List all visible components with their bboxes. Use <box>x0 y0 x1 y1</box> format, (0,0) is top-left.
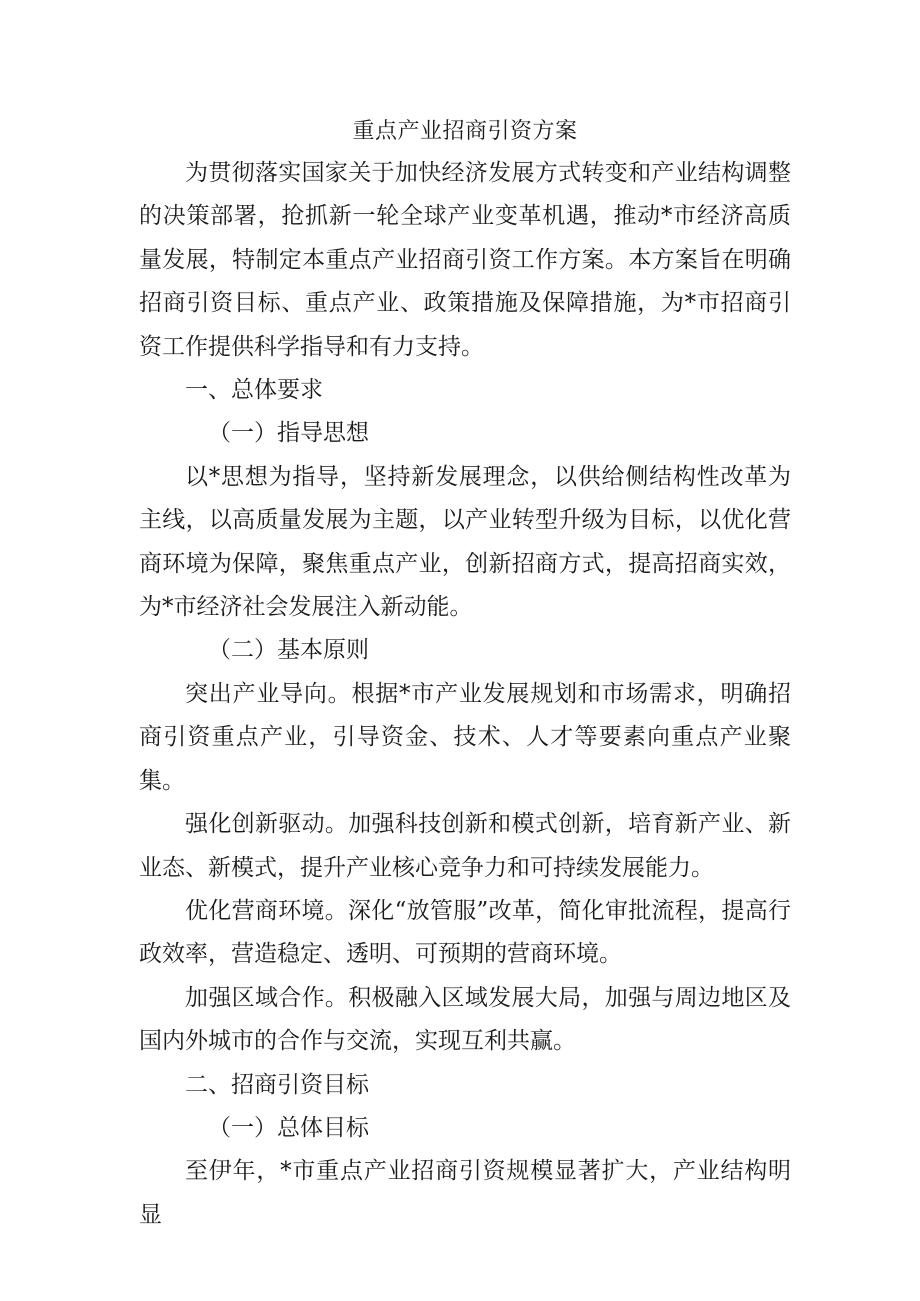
principle-regional-cooperation: 加强区域合作。积极融入区域发展大局，加强与周边地区及国内外城市的合作与交流，实现互利共赢。 <box>139 984 791 1055</box>
principle-innovation-driven: 强化创新驱动。加强科技创新和模式创新，培育新产业、新业态、新模式，提升产业核心竞争力和可持续发展能力。 <box>139 811 791 881</box>
section-heading-investment-targets: 二、招商引资目标 <box>185 1071 369 1098</box>
subsection-heading-overall-target: （一）总体目标 <box>208 1114 369 1141</box>
guiding-ideology-paragraph: 以*思想为指导，坚持新发展理念，以供给侧结构性改革为主线，以高质量发展为主题，以产业转型升级为目标，以优化营商环境为保障，聚焦重点产业，创新招商方式，提高招商实效，为*市经济社会发展注入新动能。 <box>139 463 791 621</box>
overall-target-paragraph: 至伊年，*市重点产业招商引资规模显著扩大，产业结构明显 <box>139 1158 791 1228</box>
intro-paragraph: 为贯彻落实国家关于加快经济发展方式转变和产业结构调整的决策部署，抢抓新一轮全球产业变革机遇，推动*市经济高质量发展，特制定本重点产业招商引资工作方案。本方案旨在明确招商引资目标、重点产业、政策措施及保障措施，为*市招商引资工作提供科学指导和有力支持。 <box>139 160 791 360</box>
document-title: 重点产业招商引资方案 <box>352 119 578 144</box>
principle-industry-orientation: 突出产业导向。根据*市产业发展规划和市场需求，明确招商引资重点产业，引导资金、技术、人才等要素向重点产业聚集。 <box>139 680 791 794</box>
section-heading-overall-requirements: 一、总体要求 <box>185 377 323 404</box>
subsection-heading-guiding-ideology: （一）指导思想 <box>208 420 369 447</box>
principle-business-environment: 优化营商环境。深化“放管服”改革，简化审批流程，提高行政效率，营造稳定、透明、可预期的营商环境。 <box>139 897 791 968</box>
subsection-heading-basic-principles: （二）基本原则 <box>208 637 369 664</box>
document-page <box>139 112 791 1237</box>
